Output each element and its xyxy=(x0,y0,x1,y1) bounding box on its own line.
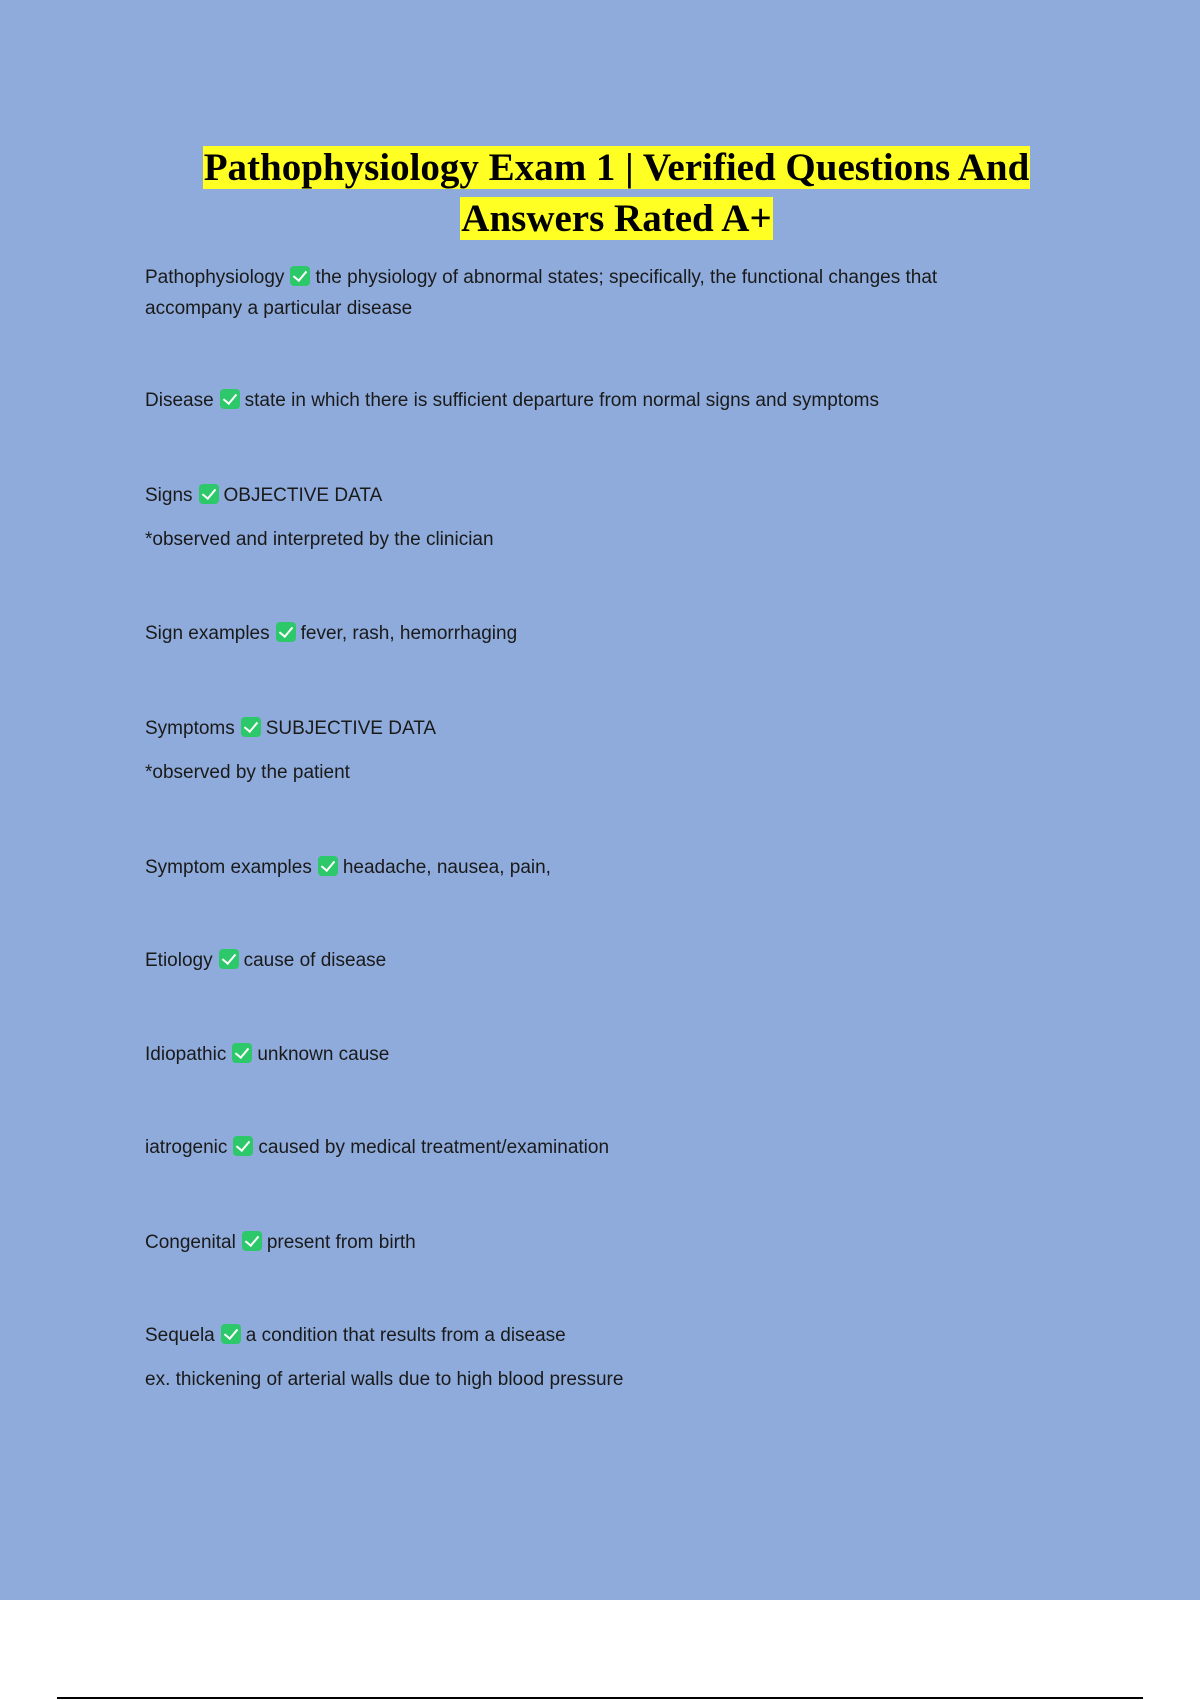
entry-term: Idiopathic xyxy=(145,1044,227,1065)
entry-definition: cause of disease xyxy=(243,950,387,971)
check-mark-icon xyxy=(220,389,240,409)
entry-definition: caused by medical treatment/examination xyxy=(258,1137,610,1158)
entry-iatrogenic xyxy=(145,1132,1015,1163)
title-line-1: Pathophysiology Exam 1 | Verified Questions And xyxy=(203,146,1030,189)
entry-term: Pathophysiology xyxy=(145,267,285,288)
entry-note: ex. thickening of arterial walls due to high blood pressure xyxy=(145,1369,624,1390)
check-mark-icon xyxy=(219,949,239,969)
entry-term: Signs xyxy=(145,485,193,506)
entry-term: Sequela xyxy=(145,1325,215,1346)
entry-term: Symptoms xyxy=(145,718,235,739)
entry-note: *observed and interpreted by the clinician xyxy=(145,529,494,550)
check-mark-icon xyxy=(241,717,261,737)
check-mark-icon xyxy=(199,484,219,504)
check-mark-icon xyxy=(318,856,338,876)
entry-definition: a condition that results from a disease xyxy=(245,1325,566,1346)
entry-symptoms xyxy=(145,713,1015,788)
entry-congenital xyxy=(145,1227,1015,1258)
entry-term: Symptom examples xyxy=(145,857,312,878)
entry-etiology xyxy=(145,945,1015,976)
entry-term: Sign examples xyxy=(145,623,270,644)
entry-definition: headache, nausea, pain, xyxy=(342,857,551,878)
entry-symptom-examples xyxy=(145,852,1015,883)
check-mark-icon xyxy=(232,1043,252,1063)
entry-disease xyxy=(145,385,1015,416)
entry-pathophysiology xyxy=(145,262,1015,324)
entry-definition: fever, rash, hemorrhaging xyxy=(300,623,518,644)
check-mark-icon xyxy=(242,1231,262,1251)
check-mark-icon xyxy=(290,266,310,286)
title-line-2: Answers Rated A+ xyxy=(461,197,772,240)
document-title xyxy=(0,142,1200,244)
entry-idiopathic xyxy=(145,1039,1015,1070)
entry-term: iatrogenic xyxy=(145,1137,228,1158)
entry-term: Congenital xyxy=(145,1232,236,1253)
check-mark-icon xyxy=(221,1324,241,1344)
check-mark-icon xyxy=(233,1136,253,1156)
entry-sign-examples xyxy=(145,618,1015,649)
entry-term: Disease xyxy=(145,390,214,411)
entry-definition: the physiology of abnormal states; specifically, the functional changes that accompany a particular disease xyxy=(145,267,938,319)
entry-sequela xyxy=(145,1320,1015,1395)
entry-definition: SUBJECTIVE DATA xyxy=(265,718,437,739)
entry-term: Etiology xyxy=(145,950,213,971)
entry-definition: unknown cause xyxy=(257,1044,390,1065)
entry-signs xyxy=(145,480,1015,555)
entry-definition: present from birth xyxy=(266,1232,416,1253)
entry-definition: OBJECTIVE DATA xyxy=(223,485,383,506)
entry-note: *observed by the patient xyxy=(145,762,350,783)
check-mark-icon xyxy=(276,622,296,642)
entry-definition: state in which there is sufficient departure from normal signs and symptoms xyxy=(244,390,879,411)
footer-divider xyxy=(57,1697,1143,1699)
